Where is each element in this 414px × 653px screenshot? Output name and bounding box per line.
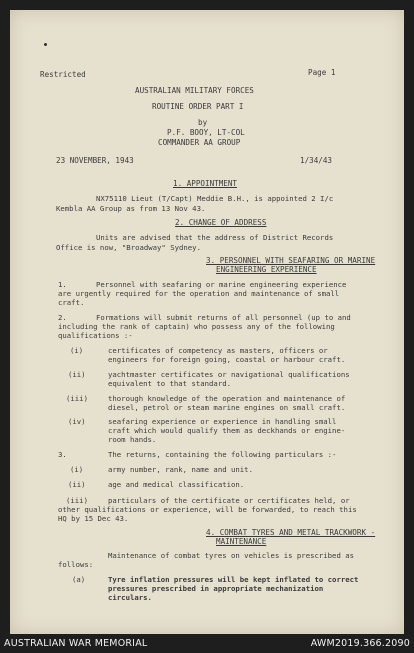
punch-hole	[44, 43, 47, 46]
item-number: (iii)	[66, 394, 88, 403]
para-number: 3.	[58, 450, 67, 459]
item-number: (a)	[72, 575, 86, 584]
by-label: by	[198, 118, 208, 127]
section-4-heading: MAINTENANCE	[216, 537, 267, 546]
para-line: craft.	[58, 298, 85, 307]
para-line: Formations will submit returns of all personnel (up to and	[96, 313, 351, 322]
item-line: yachtmaster certificates or navigational qualifications	[108, 370, 350, 379]
item-line: pressures prescribed in appropriate mechanization	[108, 584, 324, 593]
item-line: room hands.	[108, 435, 157, 444]
item-number: (iii)	[66, 496, 88, 505]
para-number: 1.	[58, 280, 67, 289]
section-3-heading: 3. PERSONNEL WITH SEAFARING OR MARINE	[206, 256, 376, 265]
para-line: qualifications :-	[58, 331, 133, 340]
item-line: Tyre inflation pressures will be kept inflated to correct	[108, 575, 359, 584]
order-title: ROUTINE ORDER PART I	[152, 102, 244, 111]
item-line: age and medical classification.	[108, 480, 245, 489]
item-number: (ii)	[68, 480, 86, 489]
restricted-label: Restricted	[40, 70, 86, 79]
para-line: Personnel with seafaring or marine engineering experience	[96, 280, 347, 289]
org-title: AUSTRALIAN MILITARY FORCES	[135, 86, 254, 95]
item-line: particulars of the certificate or certificates held, or	[108, 496, 350, 505]
item-number: (ii)	[68, 370, 86, 379]
order-ref: 1/34/43	[300, 156, 333, 165]
item-line: seafaring experience or experience in handling small	[108, 417, 337, 426]
order-date: 23 NOVEMBER, 1943	[56, 156, 134, 165]
section-3-heading: ENGINEERING EXPERIENCE	[216, 265, 317, 274]
footer-bar	[0, 634, 414, 653]
footer-accession-number: AWM2019.366.2090	[310, 638, 410, 649]
command: COMMANDER AA GROUP	[158, 138, 241, 147]
section-1-line: NX75110 Lieut (T/Capt) Meddie B.H., is appointed 2 I/c	[96, 194, 334, 203]
page-number: Page 1	[308, 68, 336, 77]
para-line: The returns, containing the following particulars :-	[108, 450, 337, 459]
item-line: army number, rank, name and unit.	[108, 465, 253, 474]
item-line: equivalent to that standard.	[108, 379, 232, 388]
section-1-heading: 1. APPOINTMENT	[173, 179, 238, 188]
item-number: (i)	[70, 346, 84, 355]
item-line: engineers for foreign going, coastal or harbour craft.	[108, 355, 346, 364]
item-line: diesel, petrol or steam marine engines on small craft.	[108, 403, 346, 412]
section-2-line: Units are advised that the address of District Records	[96, 233, 334, 242]
item-number: (iv)	[68, 417, 86, 426]
section-2-line: Office is now, "Broadway" Sydney.	[56, 243, 201, 252]
section-1-line: Kembla AA Group as from 13 Nov 43.	[56, 204, 206, 213]
item-number: (i)	[70, 465, 84, 474]
item-line: certificates of competency as masters, officers or	[108, 346, 328, 355]
para-line: including the rank of captain) who possess any of the following	[58, 322, 335, 331]
section-4-line: Maintenance of combat tyres on vehicles is prescribed as	[108, 551, 355, 560]
document-page	[10, 10, 404, 634]
section-4-heading: 4. COMBAT TYRES AND METAL TRACKWORK -	[206, 528, 376, 537]
item-line: circulars.	[108, 593, 152, 602]
footer-institution: AUSTRALIAN WAR MEMORIAL	[4, 638, 148, 649]
para-line: are urgently required for the operation and maintenance of small	[58, 289, 340, 298]
item-line: thorough knowledge of the operation and maintenance of	[108, 394, 346, 403]
section-4-line: follows:	[58, 560, 94, 569]
item-line: other qualifications or experience, will be forwarded, to reach this	[58, 505, 357, 514]
section-2-heading: 2. CHANGE OF ADDRESS	[175, 218, 267, 227]
signatory: P.F. BOOY, LT-COL	[167, 128, 245, 137]
item-line: HQ by 15 Dec 43.	[58, 514, 129, 523]
item-line: craft which would qualify them as deckhands or engine-	[108, 426, 346, 435]
para-number: 2.	[58, 313, 67, 322]
